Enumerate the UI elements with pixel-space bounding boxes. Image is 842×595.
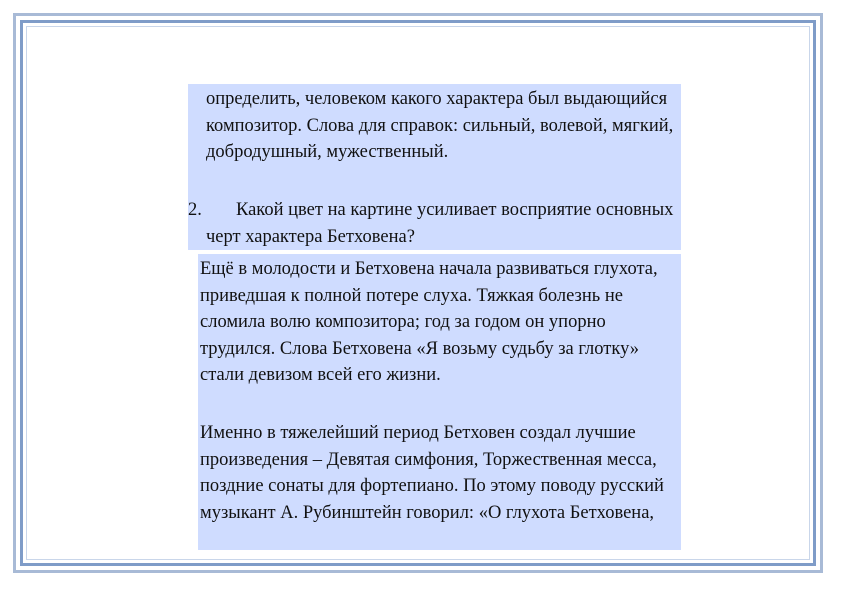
question-2-text: Какой цвет на картине усиливает восприятие основных черт характера Бетховена? bbox=[206, 200, 674, 247]
bottom-text-block bbox=[198, 254, 681, 550]
paragraph-masterpieces: Именно в тяжелейший период Бетховен создал лучшие произведения – Девятая симфония, Торжественная месса, поздние сонаты для фортепиано. По этому поводу русский музыкант А. Рубинштейн говорил: «О глухота Бетховена, bbox=[200, 423, 664, 523]
question-1-continuation: определить, человеком какого характера был выдающийся композитор. Слова для справок: сильный, волевой, мягкий, добродушный, мужественный. bbox=[206, 89, 674, 162]
question-2 bbox=[188, 197, 678, 250]
top-text-block bbox=[188, 84, 681, 250]
question-2-number: 2. bbox=[188, 200, 202, 220]
paragraph-deafness: Ещё в молодости и Бетховена начала развиваться глухота, приведшая к полной потере слуха. Тяжкая болезнь не сломила волю композитора; год за годом он упорно трудился. Слова Бетховена «Я возьму судьбу за глотку» стали девизом всей его жизни. bbox=[200, 259, 658, 385]
